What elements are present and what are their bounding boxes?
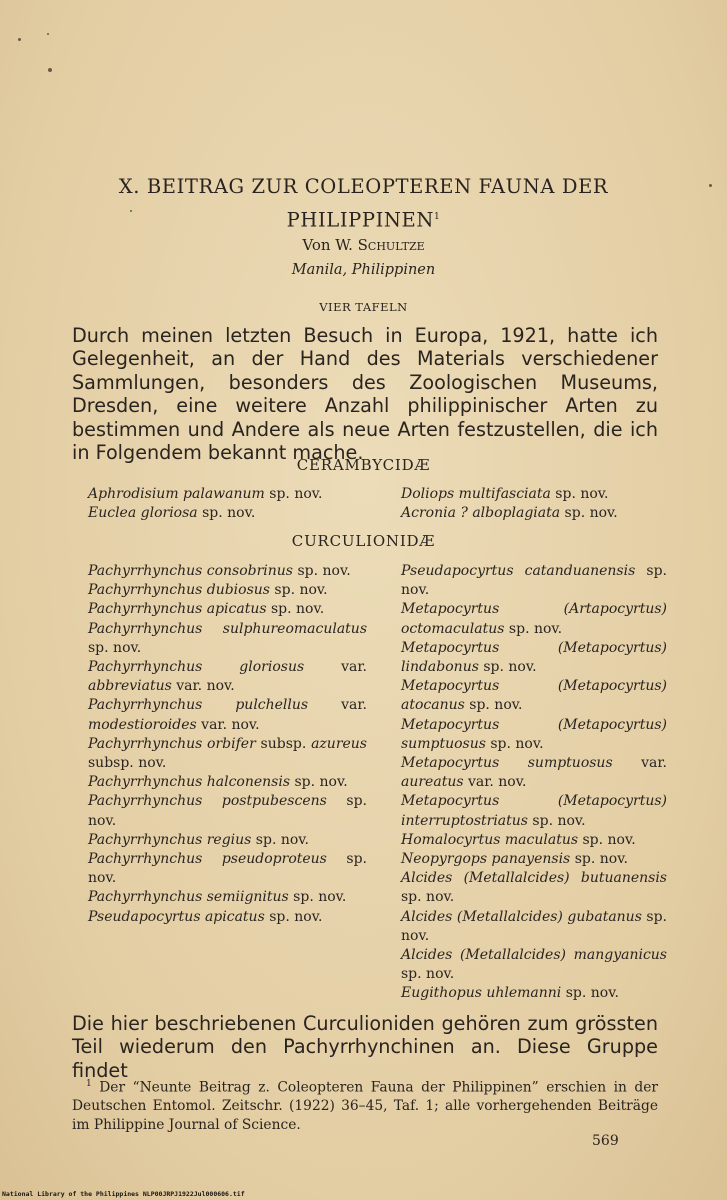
species-entry — [401, 562, 667, 600]
species-name: Metapocyrtus (Metapocyrtus) sumptuosus — [401, 716, 667, 752]
species-name: Alcides (Metallalcides) butuanensis — [401, 870, 667, 887]
species-entry — [88, 831, 367, 850]
title-line-1: X. BEITRAG ZUR COLEOPTEREN FAUNA DER — [118, 175, 609, 198]
family-heading-cerambycidae: CERAMBYCIDÆ — [296, 456, 431, 474]
title-footnote-mark: 1 — [434, 212, 441, 222]
article-title — [60, 172, 667, 236]
species-entry — [88, 735, 367, 773]
species-variety-name: modestioroides — [88, 716, 197, 733]
author-name: Schultze — [357, 236, 425, 254]
species-name: Neopyrgops panayensis — [401, 851, 571, 868]
species-status: sp. nov. — [485, 735, 544, 752]
species-entry — [401, 504, 667, 523]
footnote — [72, 1075, 658, 1134]
species-entry — [401, 869, 667, 907]
species-status: sp. nov. — [578, 831, 636, 848]
title-line-2: PHILIPPINEN$^1$ — [286, 208, 441, 232]
paper-speck — [47, 33, 49, 35]
species-entry — [401, 792, 667, 830]
archive-stamp: National Library of the Philippines NLP00JRPJ1922Jul000606.tif — [2, 1190, 245, 1198]
species-name: Metapocyrtus (Artapocyrtus) octomaculatus — [401, 601, 667, 637]
species-status: sp. nov. — [570, 851, 628, 868]
species-status: sp. nov. — [293, 563, 351, 579]
family-heading-curculionidae: CURCULIONIDÆ — [291, 532, 436, 550]
species-entry — [401, 600, 667, 638]
species-name: Pseudapocyrtus apicatus — [88, 908, 265, 925]
species-status: subsp. — [255, 735, 312, 752]
species-status: sp. nov. — [464, 697, 523, 714]
species-status: sp. nov. — [527, 812, 586, 829]
species-name: Homalocyrtus maculatus — [401, 831, 579, 848]
species-status: sp. nov. — [266, 601, 325, 618]
species-status: sp. nov. — [478, 659, 537, 676]
species-entry — [401, 639, 667, 677]
species-variety-name: aureatus — [401, 774, 464, 791]
species-name: Pachyrrhynchus dubiosus — [88, 582, 270, 599]
species-status: var. — [612, 755, 667, 772]
species-entry — [401, 716, 667, 754]
species-name: Pachyrrhynchus apicatus — [88, 601, 267, 618]
species-entry — [88, 850, 367, 888]
paper-speck — [48, 68, 52, 72]
species-status: sp. nov. — [269, 582, 328, 599]
species-status: sp. nov. — [251, 831, 309, 848]
species-status: sp. nov. — [550, 486, 609, 502]
species-name: Pachyrrhynchus pulchellus — [88, 697, 309, 714]
page-number: 569 — [592, 1133, 619, 1149]
affiliation: Manila, Philippinen — [291, 262, 436, 278]
species-entry — [88, 696, 367, 734]
species-status: sp. nov. — [560, 505, 618, 522]
species-status: sp. nov. — [264, 908, 323, 925]
species-name: Pachyrrhynchus orbifer — [88, 735, 256, 752]
species-entry — [401, 850, 667, 869]
species-variety-status: var. nov. — [196, 716, 260, 733]
paper-speck — [18, 38, 21, 41]
species-name: Acronia ? alboplagiata — [401, 505, 561, 522]
author-prefix: Von W. — [302, 236, 353, 254]
species-name: Metapocyrtus sumptuosus — [401, 755, 613, 772]
species-variety-status: var. nov. — [171, 678, 235, 695]
species-name: Metapocyrtus (Metapocyrtus) lindabonus — [401, 639, 667, 676]
species-status: sp. nov. — [88, 793, 367, 829]
species-entry — [401, 831, 667, 850]
species-entry — [88, 773, 367, 792]
cerambycidae-right-column — [401, 485, 667, 523]
species-entry — [401, 677, 667, 715]
species-name: Pachyrrhynchus regius — [88, 831, 252, 848]
species-entry — [88, 658, 367, 696]
species-name: Alcides (Metallalcides) mangyanicus — [401, 947, 667, 964]
species-name: Pachyrrhynchus pseudoproteus — [88, 851, 327, 868]
species-name: Pseudapocyrtus catanduanensis — [401, 563, 636, 579]
species-status: sp. nov. — [197, 505, 256, 522]
curculionidae-right-column — [401, 562, 667, 1004]
species-entry — [401, 908, 667, 946]
species-entry — [401, 946, 667, 984]
species-status: sp. nov. — [264, 486, 323, 502]
species-variety-name: abbreviatus — [88, 678, 172, 695]
species-entry — [88, 504, 368, 523]
species-variety-name: azureus — [311, 735, 367, 752]
species-variety-status: var. nov. — [463, 774, 527, 791]
footnote-text: Der “Neunte Beitrag z. Coleopteren Fauna der Philippinen” erschien in der Deutschen Entomol. Zeitschr. (1922) 36–45, Taf. 1; alle vorhergehenden Beiträge im Philippine Journal of Science. — [72, 1079, 658, 1133]
species-status: sp. nov. — [561, 985, 619, 1002]
paper-speck — [709, 184, 712, 187]
species-entry — [401, 754, 667, 792]
species-status: sp. nov. — [290, 774, 348, 791]
species-status: sp. nov. — [88, 851, 368, 887]
species-status: var. — [308, 697, 367, 714]
species-name: Metapocyrtus (Metapocyrtus) atocanus — [401, 678, 667, 714]
species-entry — [88, 562, 367, 581]
species-entry — [88, 792, 367, 830]
cerambycidae-left-column — [88, 485, 368, 523]
species-status: sp. nov. — [88, 639, 142, 656]
species-entry — [88, 485, 368, 504]
curculionidae-left-column — [88, 562, 367, 927]
species-entry — [88, 581, 367, 600]
species-name: Pachyrrhynchus semiignitus — [88, 889, 289, 906]
species-name: Pachyrrhynchus halconensis — [88, 774, 291, 791]
species-status: sp. nov. — [504, 620, 563, 637]
species-name: Alcides (Metallalcides) gubatanus — [401, 908, 642, 925]
species-status: sp. nov. — [288, 889, 347, 906]
species-entry — [88, 908, 367, 927]
species-name: Euclea gloriosa — [88, 505, 198, 522]
author-line — [60, 236, 667, 254]
species-status: sp. nov. — [401, 966, 455, 983]
species-name: Pachyrrhynchus gloriosus — [88, 659, 305, 676]
species-name: Pachyrrhynchus consobrinus — [88, 563, 293, 579]
species-status: var. — [304, 659, 367, 676]
footnote-mark: 1 — [86, 1079, 92, 1089]
species-name: Aphrodisium palawanum — [88, 486, 265, 502]
species-name: Metapocyrtus (Metapocyrtus) interruptostriatus — [401, 793, 667, 829]
species-name: Doliops multifasciata — [401, 486, 551, 502]
plates-note: VIER TAFELN — [319, 300, 408, 314]
species-name: Eugithopus uhlemanni — [401, 985, 562, 1002]
species-status: sp. nov. — [401, 563, 667, 599]
species-entry — [401, 485, 667, 504]
species-name: Pachyrrhynchus postpubescens — [88, 793, 327, 810]
species-entry — [401, 984, 667, 1003]
species-entry — [88, 888, 367, 907]
species-variety-status: subsp. nov. — [88, 755, 167, 772]
species-name: Pachyrrhynchus sulphureomaculatus — [88, 620, 367, 637]
species-status: sp. nov. — [401, 889, 455, 906]
species-entry — [88, 600, 367, 619]
species-entry — [88, 620, 367, 658]
species-status: sp. nov. — [401, 908, 667, 944]
intro-paragraph: Durch meinen letzten Besuch in Europa, 1921, hatte ich Gelegenheit, an der Hand des Materials verschiedener Sammlungen, besonders des Zoologischen Museums, Dresden, eine weitere Anzahl philippinischer Arten zu bestimmen und Andere als neue Arten festzustellen, die ich in Folgendem bekannt mache. — [72, 324, 658, 465]
closing-paragraph: Die hier beschriebenen Curculioniden gehören zum grössten Teil wiederum den Pachyrrhynchinen an. Diese Gruppe findet — [72, 1012, 658, 1082]
